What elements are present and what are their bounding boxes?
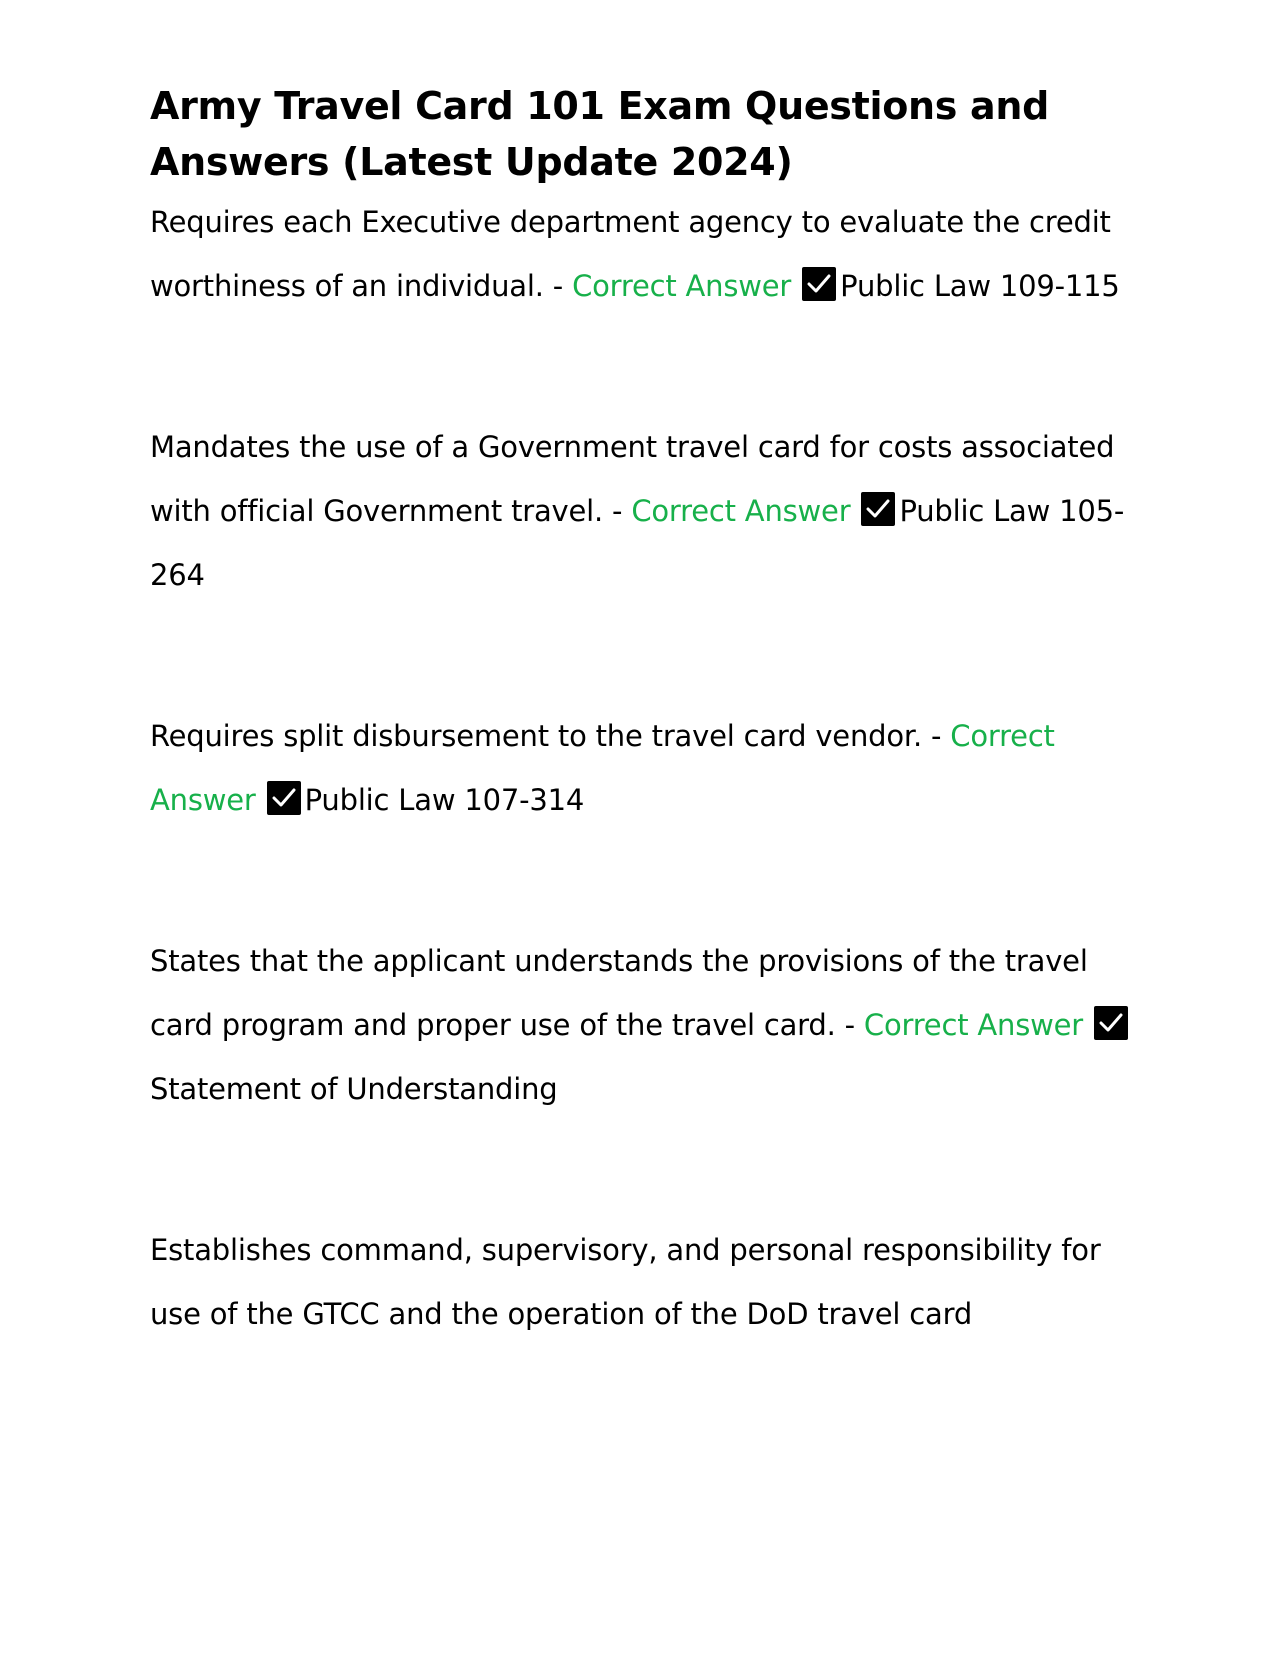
check-box-icon: [802, 267, 836, 301]
qa-item: [150, 1218, 1135, 1346]
qa-item: [150, 190, 1135, 318]
question-text: Establishes command, supervisory, and personal responsibility for use of the GTCC and the operation of the DoD travel card: [150, 1233, 1101, 1331]
question-text: Mandates the use of a Government travel card for costs associated with official Government travel.: [150, 430, 1115, 528]
question-text: States that the applicant understands the provisions of the travel card program and proper use of the travel card.: [150, 944, 1088, 1042]
answer-text: Public Law 105-264: [150, 494, 1125, 592]
correct-answer-label: Correct Answer: [150, 719, 1055, 817]
qa-item: [150, 704, 1135, 832]
qa-item: [150, 415, 1135, 607]
qa-item: [150, 929, 1135, 1121]
document-page: [150, 78, 1135, 1346]
separator: -: [543, 269, 573, 303]
correct-answer-label: Correct Answer: [863, 1008, 1083, 1042]
check-box-icon: [267, 781, 301, 815]
separator: -: [921, 719, 951, 753]
question-text: Requires each Executive department agency to evaluate the credit worthiness of an individual.: [150, 205, 1111, 303]
correct-answer-label: Correct Answer: [572, 269, 792, 303]
check-box-icon: [861, 492, 895, 526]
correct-answer-label: Correct Answer: [631, 494, 851, 528]
separator: -: [835, 1008, 864, 1042]
answer-text: Statement of Understanding: [150, 1072, 558, 1106]
check-box-icon: [1094, 1006, 1128, 1040]
question-text: Requires split disbursement to the travel card vendor.: [150, 719, 922, 753]
document-title: Army Travel Card 101 Exam Questions and Answers (Latest Update 2024): [150, 84, 1050, 184]
answer-text: Public Law 107-314: [304, 783, 585, 817]
answer-text: Public Law 109-115: [840, 269, 1120, 303]
separator: -: [603, 494, 632, 528]
